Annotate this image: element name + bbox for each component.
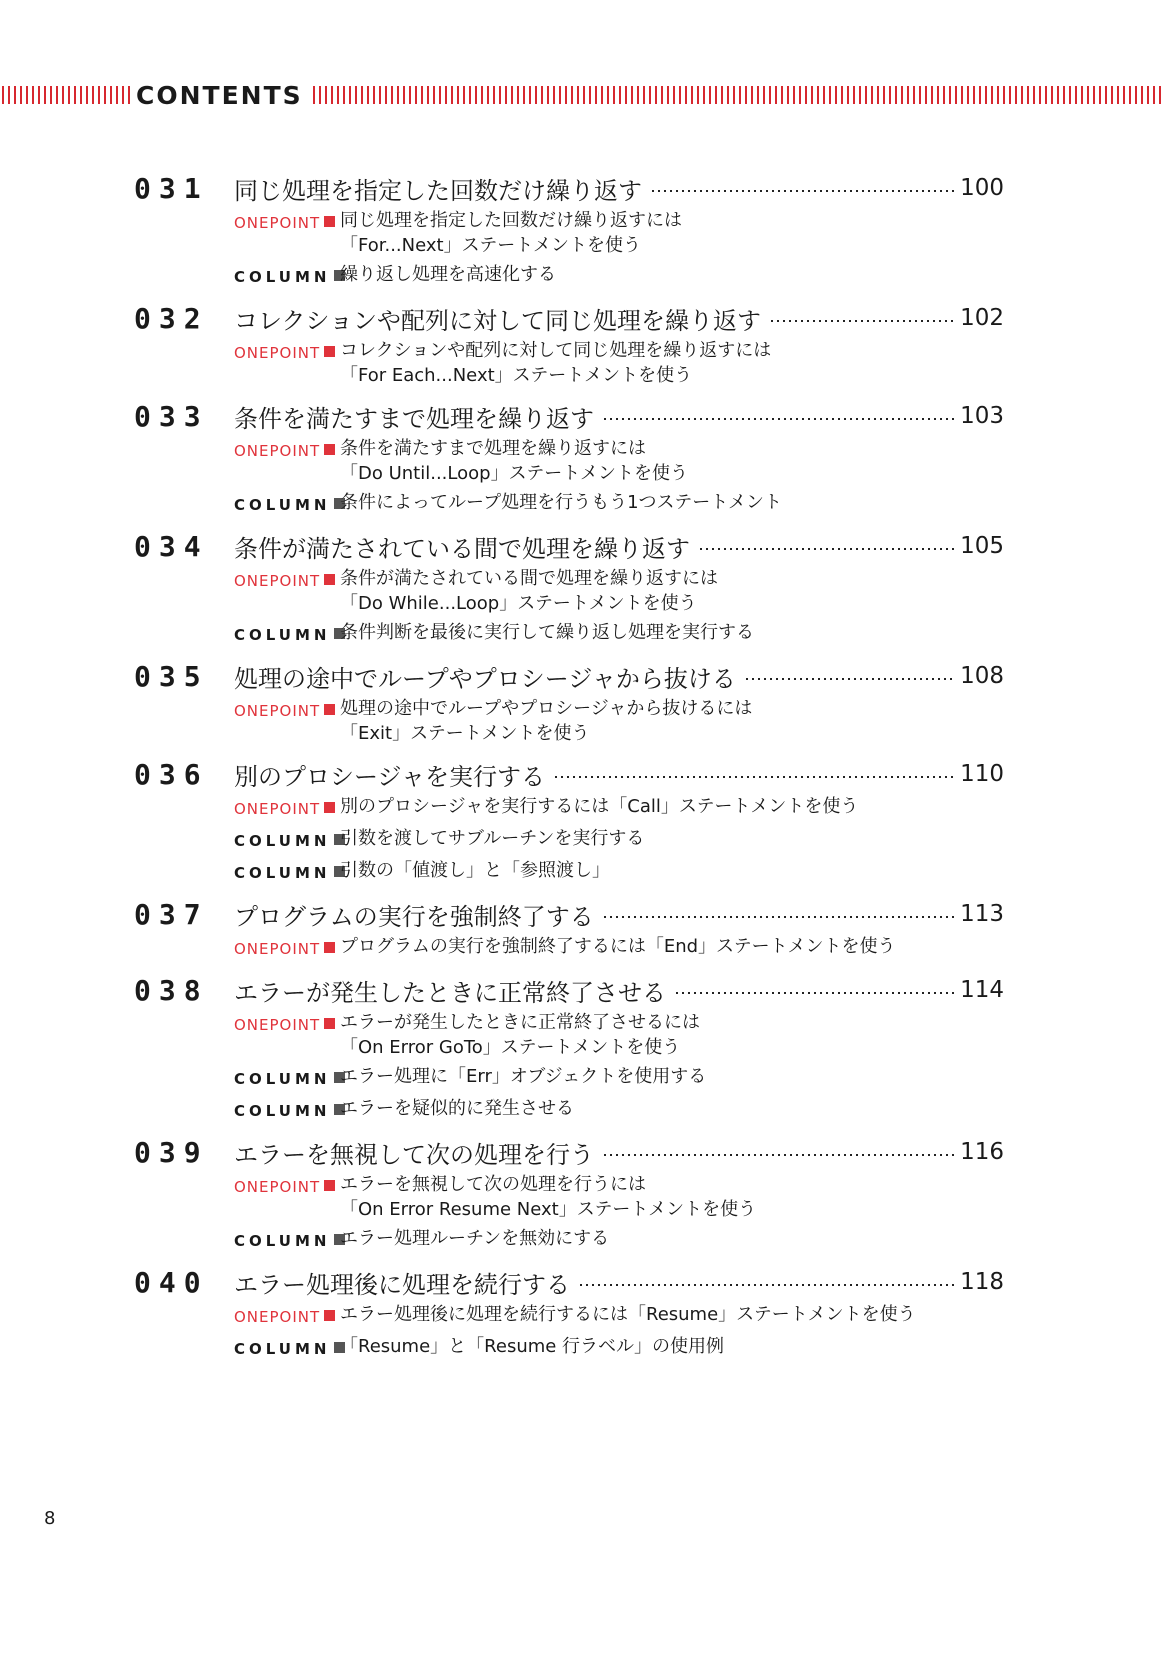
onepoint-label xyxy=(234,436,340,464)
toc-entry-heading[interactable] xyxy=(134,972,1004,1008)
toc-entry[interactable] xyxy=(134,896,1004,962)
onepoint-row xyxy=(234,696,1004,746)
entry-number: 038 xyxy=(134,973,209,1007)
entry-title[interactable]: エラーが発生したときに正常終了させる xyxy=(234,978,666,1007)
toc-entry[interactable] xyxy=(134,1134,1004,1254)
onepoint-row xyxy=(234,794,1004,822)
column-text: 条件判断を最後に実行して繰り返し処理を実行する xyxy=(340,622,754,643)
column-label-text: COLUMN xyxy=(234,268,331,286)
onepoint-label xyxy=(234,794,340,822)
onepoint-text: エラーが発生したときに正常終了させるには 「On Error GoTo」ステートメントを使う xyxy=(340,1012,700,1058)
toc-entry-heading[interactable] xyxy=(134,398,1004,434)
square-bullet-icon xyxy=(324,942,335,953)
onepoint-label-text: ONEPOINT xyxy=(234,1016,321,1034)
column-label xyxy=(234,490,340,518)
entry-page-number: 110 xyxy=(960,761,1004,787)
onepoint-row xyxy=(234,1010,1004,1060)
entry-page-number: 114 xyxy=(960,977,1004,1003)
onepoint-label xyxy=(234,208,340,236)
toc-entry[interactable] xyxy=(134,300,1004,388)
column-label-text: COLUMN xyxy=(234,1102,331,1120)
entry-title[interactable]: 条件を満たすまで処理を繰り返す xyxy=(234,404,594,433)
column-row xyxy=(234,262,1004,290)
onepoint-row xyxy=(234,1172,1004,1222)
entry-page-number: 116 xyxy=(960,1139,1004,1165)
square-bullet-icon xyxy=(324,216,335,227)
dot-leader xyxy=(676,992,956,994)
onepoint-label-text: ONEPOINT xyxy=(234,800,321,818)
square-bullet-icon xyxy=(324,346,335,357)
entry-page-number: 105 xyxy=(960,533,1004,559)
column-label-text: COLUMN xyxy=(234,496,331,514)
onepoint-label xyxy=(234,934,340,962)
dot-leader xyxy=(771,320,956,322)
onepoint-text: プログラムの実行を強制終了するには「End」ステートメントを使う xyxy=(340,936,896,957)
entry-number: 033 xyxy=(134,399,209,433)
column-row xyxy=(234,826,1004,854)
column-text: 引数の「値渡し」と「参照渡し」 xyxy=(340,860,610,881)
entry-page-number: 118 xyxy=(960,1269,1004,1295)
entry-page-number: 113 xyxy=(960,901,1004,927)
toc-entry-heading[interactable] xyxy=(134,170,1004,206)
toc-entry[interactable] xyxy=(134,528,1004,648)
entry-page-number: 108 xyxy=(960,663,1004,689)
column-text: エラー処理ルーチンを無効にする xyxy=(340,1228,610,1249)
column-text: 繰り返し処理を高速化する xyxy=(340,264,556,285)
onepoint-text: エラー処理後に処理を続行するには「Resume」ステートメントを使う xyxy=(340,1304,916,1325)
page-number: 8 xyxy=(44,1508,56,1529)
toc-entry-heading[interactable] xyxy=(134,1134,1004,1170)
entry-title[interactable]: コレクションや配列に対して同じ処理を繰り返す xyxy=(234,306,762,335)
dot-leader xyxy=(700,548,956,550)
onepoint-row xyxy=(234,1302,1004,1330)
entry-number: 037 xyxy=(134,897,209,931)
entry-number: 035 xyxy=(134,659,209,693)
onepoint-text: 同じ処理を指定した回数だけ繰り返すには 「For...Next」ステートメントを使う xyxy=(340,210,682,256)
onepoint-label-text: ONEPOINT xyxy=(234,572,321,590)
toc-entry-heading[interactable] xyxy=(134,1264,1004,1300)
onepoint-label xyxy=(234,1010,340,1038)
onepoint-label-text: ONEPOINT xyxy=(234,1308,321,1326)
toc-entry-heading[interactable] xyxy=(134,300,1004,336)
onepoint-row xyxy=(234,934,1004,962)
toc-entry[interactable] xyxy=(134,398,1004,518)
entry-page-number: 102 xyxy=(960,305,1004,331)
square-bullet-icon xyxy=(324,1310,335,1321)
onepoint-label-text: ONEPOINT xyxy=(234,344,321,362)
onepoint-label xyxy=(234,338,340,366)
square-bullet-icon xyxy=(324,574,335,585)
column-row xyxy=(234,1226,1004,1254)
toc-entry[interactable] xyxy=(134,756,1004,886)
column-text: 「Resume」と「Resume 行ラベル」の使用例 xyxy=(340,1336,725,1357)
entry-page-number: 103 xyxy=(960,403,1004,429)
entry-title[interactable]: 別のプロシージャを実行する xyxy=(234,762,546,791)
header-title: CONTENTS xyxy=(136,80,303,110)
column-row xyxy=(234,1334,1004,1362)
column-text: エラーを疑似的に発生させる xyxy=(340,1098,574,1119)
onepoint-row xyxy=(234,208,1004,258)
column-row xyxy=(234,858,1004,886)
column-label xyxy=(234,1064,340,1092)
onepoint-label-text: ONEPOINT xyxy=(234,702,321,720)
entry-title[interactable]: エラー処理後に処理を続行する xyxy=(234,1270,570,1299)
column-label xyxy=(234,1226,340,1254)
column-label-text: COLUMN xyxy=(234,626,331,644)
onepoint-label-text: ONEPOINT xyxy=(234,214,321,232)
dot-leader xyxy=(652,190,956,192)
header-stripes-left xyxy=(2,86,130,104)
toc-entry[interactable] xyxy=(134,170,1004,290)
entry-title[interactable]: 条件が満たされている間で処理を繰り返す xyxy=(234,534,690,563)
toc-entry[interactable] xyxy=(134,1264,1004,1362)
toc-entry-heading[interactable] xyxy=(134,756,1004,792)
onepoint-label xyxy=(234,566,340,594)
onepoint-row xyxy=(234,566,1004,616)
dot-leader xyxy=(604,418,956,420)
column-label xyxy=(234,620,340,648)
column-label-text: COLUMN xyxy=(234,1340,331,1358)
column-row xyxy=(234,490,1004,518)
table-of-contents xyxy=(134,170,1004,1362)
column-label xyxy=(234,262,340,290)
onepoint-label-text: ONEPOINT xyxy=(234,940,321,958)
column-label-text: COLUMN xyxy=(234,864,331,882)
onepoint-label-text: ONEPOINT xyxy=(234,1178,321,1196)
entry-title[interactable]: プログラムの実行を強制終了する xyxy=(234,902,594,931)
dot-leader xyxy=(555,776,956,778)
toc-entry[interactable] xyxy=(134,658,1004,746)
column-row xyxy=(234,1064,1004,1092)
dot-leader xyxy=(580,1284,956,1286)
onepoint-text: 処理の途中でループやプロシージャから抜けるには 「Exit」ステートメントを使う xyxy=(340,698,753,744)
toc-entry-heading[interactable] xyxy=(134,528,1004,564)
entry-title[interactable]: 同じ処理を指定した回数だけ繰り返す xyxy=(234,176,642,205)
toc-entry-heading[interactable] xyxy=(134,658,1004,694)
column-label xyxy=(234,1334,340,1362)
onepoint-row xyxy=(234,338,1004,388)
toc-entry-heading[interactable] xyxy=(134,896,1004,932)
column-label-text: COLUMN xyxy=(234,1232,331,1250)
onepoint-label-text: ONEPOINT xyxy=(234,442,321,460)
column-row xyxy=(234,620,1004,648)
entry-number: 040 xyxy=(134,1265,209,1299)
entry-number: 039 xyxy=(134,1135,209,1169)
entry-number: 034 xyxy=(134,529,209,563)
onepoint-label xyxy=(234,696,340,724)
column-label xyxy=(234,858,340,886)
onepoint-text: 条件を満たすまで処理を繰り返すには 「Do Until...Loop」ステートメントを使う xyxy=(340,438,689,484)
column-row xyxy=(234,1096,1004,1124)
toc-entry[interactable] xyxy=(134,972,1004,1124)
square-bullet-icon xyxy=(324,1180,335,1191)
column-label xyxy=(234,1096,340,1124)
square-bullet-icon xyxy=(324,802,335,813)
dot-leader xyxy=(746,678,956,680)
entry-page-number: 100 xyxy=(960,175,1004,201)
dot-leader xyxy=(604,1154,956,1156)
entry-title[interactable]: 処理の途中でループやプロシージャから抜ける xyxy=(234,664,736,693)
onepoint-label xyxy=(234,1172,340,1200)
entry-number: 036 xyxy=(134,757,209,791)
square-bullet-icon xyxy=(324,444,335,455)
header-stripes-right xyxy=(313,86,1165,104)
onepoint-text: 別のプロシージャを実行するには「Call」ステートメントを使う xyxy=(340,796,859,817)
onepoint-text: エラーを無視して次の処理を行うには 「On Error Resume Next」ステートメントを使う xyxy=(340,1174,757,1220)
square-bullet-icon xyxy=(324,1018,335,1029)
entry-number: 032 xyxy=(134,301,209,335)
column-label-text: COLUMN xyxy=(234,1070,331,1088)
column-text: エラー処理に「Err」オブジェクトを使用する xyxy=(340,1066,707,1087)
onepoint-text: コレクションや配列に対して同じ処理を繰り返すには 「For Each...Next」ステートメントを使う xyxy=(340,340,772,386)
column-label xyxy=(234,826,340,854)
column-label-text: COLUMN xyxy=(234,832,331,850)
entry-number: 031 xyxy=(134,171,209,205)
square-bullet-icon xyxy=(324,704,335,715)
onepoint-row xyxy=(234,436,1004,486)
dot-leader xyxy=(604,916,956,918)
column-text: 引数を渡してサブルーチンを実行する xyxy=(340,828,645,849)
onepoint-label xyxy=(234,1302,340,1330)
column-text: 条件によってループ処理を行うもう1つステートメント xyxy=(340,492,783,513)
entry-title[interactable]: エラーを無視して次の処理を行う xyxy=(234,1140,594,1169)
onepoint-text: 条件が満たされている間で処理を繰り返すには 「Do While...Loop」ステートメントを使う xyxy=(340,568,718,614)
contents-header xyxy=(0,78,1165,112)
